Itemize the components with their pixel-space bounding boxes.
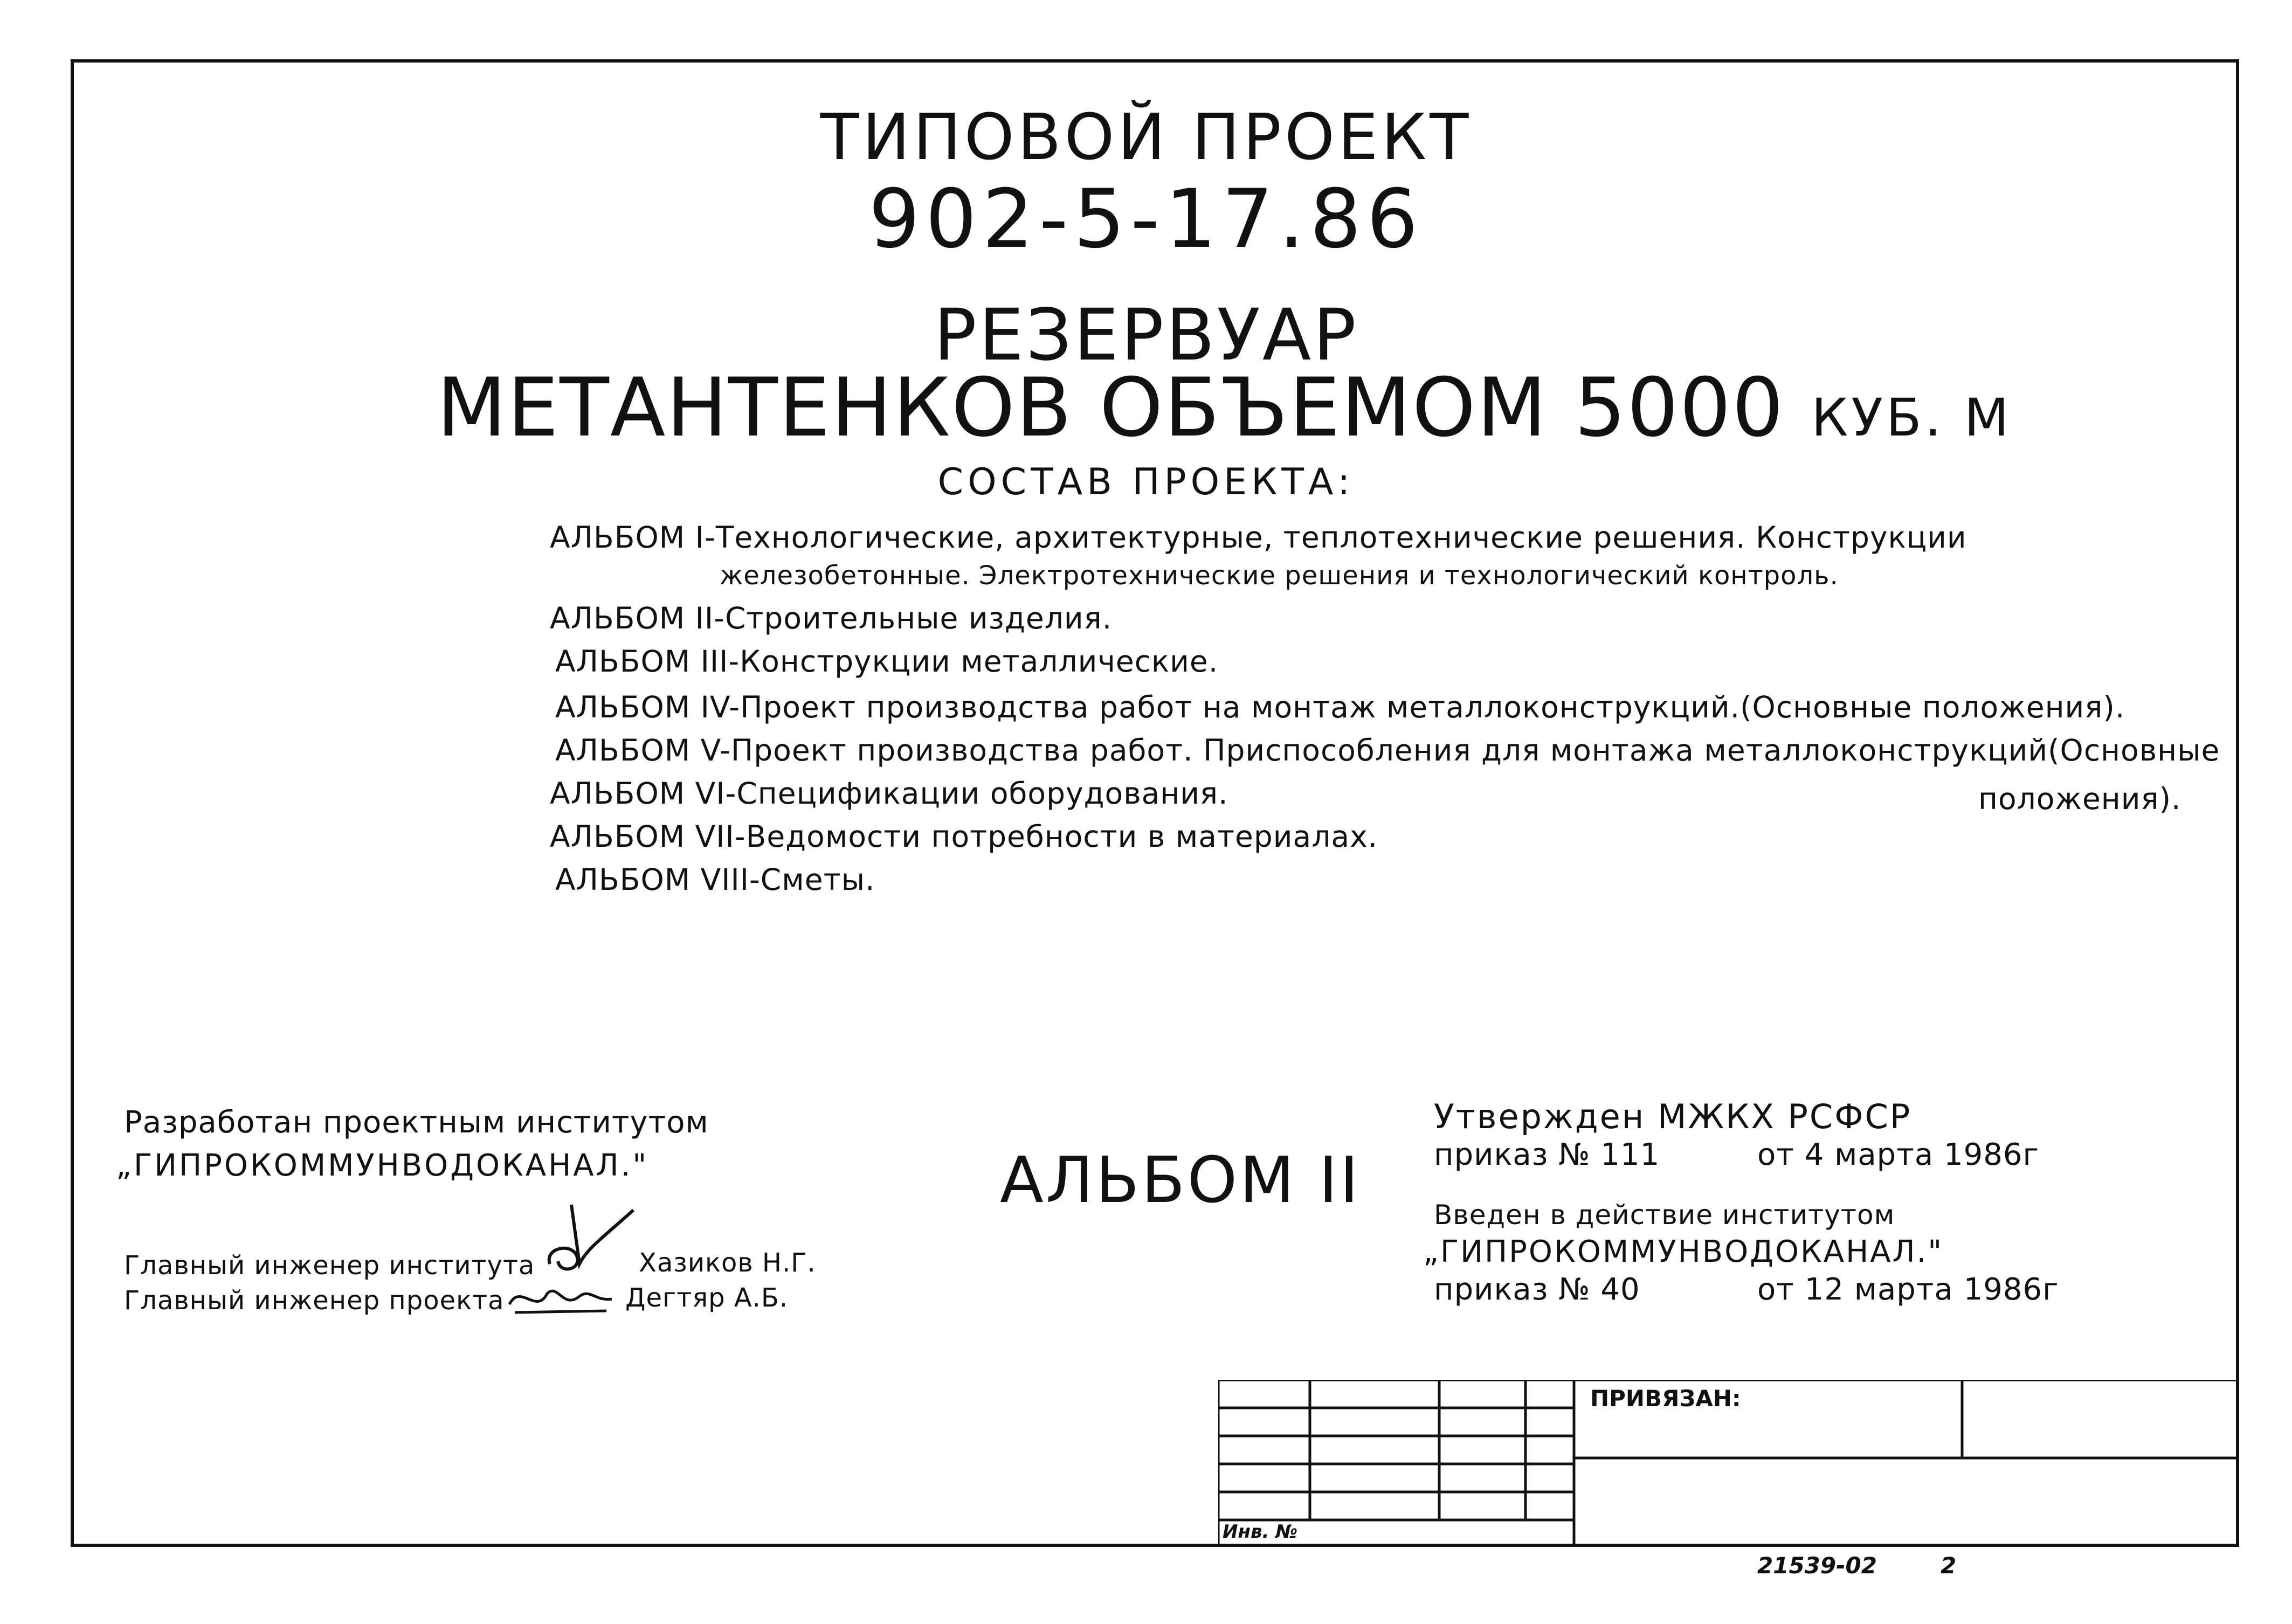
approval-institute: „ГИПРОКОММУНВОДОКАНАЛ." <box>1423 1234 1944 1269</box>
album-item: АЛЬБОМ IV-Проект производства работ на монтаж металлоконструкций.(Основные положения). <box>555 690 2125 724</box>
album-item: АЛЬБОМ VIII-Сметы. <box>555 862 875 897</box>
album-item: АЛЬБОМ VI-Спецификации оборудования. <box>550 776 1228 811</box>
stamp-attached-label: ПРИВЯЗАН: <box>1590 1385 1741 1412</box>
approval-order-1-date: от 4 марта 1986г <box>1757 1137 2039 1172</box>
album-item: АЛЬБОМ III-Конструкции металлические. <box>555 644 1219 679</box>
title-unit: КУБ. М <box>1811 388 2012 448</box>
approval-order-2: приказ № 40 <box>1434 1272 1640 1307</box>
album-item: АЛЬБОМ V-Проект производства работ. Приспособления для монтажа металлоконструкций(Основные <box>555 733 2220 768</box>
title-line-1: РЕЗЕРВУАР <box>934 294 1358 377</box>
chief-engineer-institute-label: Главный инженер института <box>124 1250 535 1281</box>
signature-khazikov <box>539 1199 641 1280</box>
approval-line-3: Введен в действие институтом <box>1434 1199 1895 1231</box>
approval-line-1: Утвержден МЖКХ РСФСР <box>1434 1097 1912 1136</box>
project-number: 902-5-17.86 <box>868 172 1424 266</box>
composition-heading: СОСТАВ ПРОЕКТА: <box>937 461 1355 503</box>
title-line-2 <box>437 361 2012 455</box>
chief-engineer-institute-name: Хазиков Н.Г. <box>639 1248 816 1278</box>
album-item-continuation: железобетонные. Электротехнические решения и технологический контроль. <box>720 561 1839 591</box>
stamp-inv-label: Инв. № <box>1223 1521 1298 1543</box>
approval-order-1: приказ № 111 <box>1434 1137 1660 1172</box>
album-item: АЛЬБОМ I-Технологические, архитектурные, теплотехнические решения. Конструкции <box>550 520 1967 555</box>
chief-engineer-project-name: Дегтяр А.Б. <box>625 1283 789 1313</box>
album-item: АЛЬБОМ VII-Ведомости потребности в материалах. <box>550 819 1378 854</box>
title-block-stamp <box>1218 1380 2239 1547</box>
approval-order-2-date: от 12 марта 1986г <box>1757 1272 2059 1307</box>
title-main: МЕТАНТЕНКОВ ОБЪЕМОМ 5000 <box>437 361 1785 455</box>
developer-line-1: Разработан проектным институтом <box>124 1105 709 1140</box>
signature-degtyar <box>504 1277 617 1321</box>
page-number: 2 <box>1941 1552 1957 1579</box>
developer-institute: „ГИПРОКОММУНВОДОКАНАЛ." <box>116 1148 649 1183</box>
album-item-continuation: положения). <box>1978 782 2181 816</box>
typical-project-heading: ТИПОВОЙ ПРОЕКТ <box>820 100 1472 174</box>
chief-engineer-project-label: Главный инженер проекта <box>124 1286 505 1316</box>
album-label: АЛЬБОМ II <box>1000 1143 1361 1217</box>
document-code: 21539-02 <box>1757 1552 1877 1579</box>
album-item: АЛЬБОМ II-Строительные изделия. <box>550 601 1113 635</box>
